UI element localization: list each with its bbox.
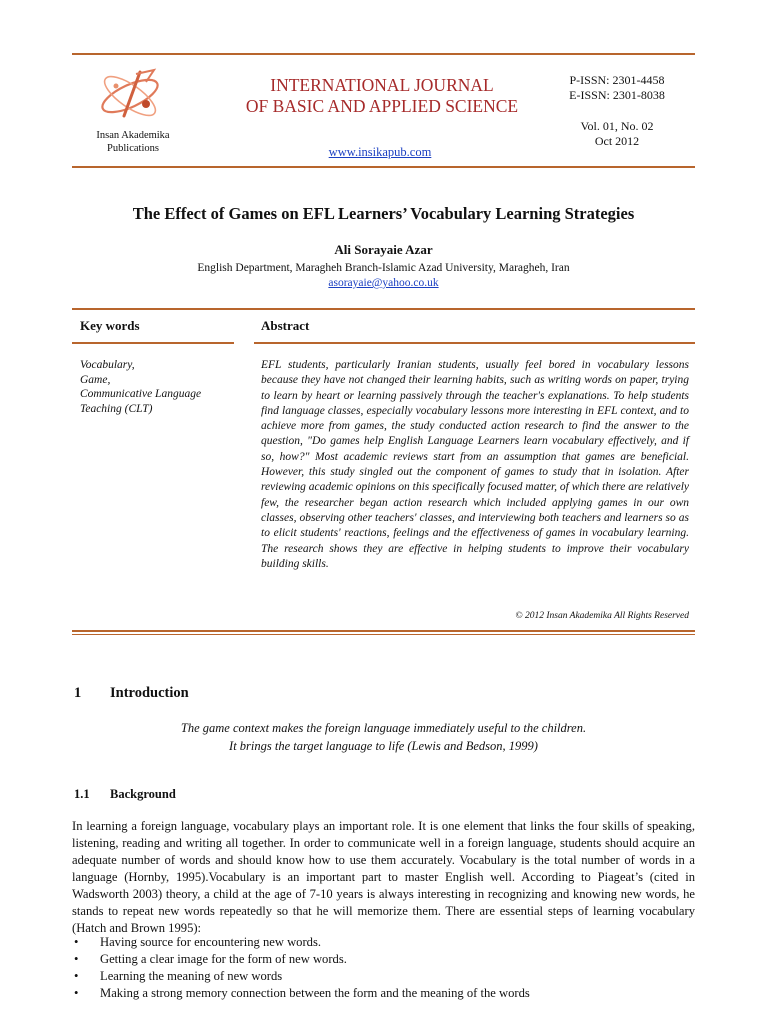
issn-block <box>560 73 674 103</box>
issue-date: Oct 2012 <box>594 134 640 148</box>
author-affiliation: English Department, Maragheh Branch-Islamic Azad University, Maragheh, Iran <box>197 262 570 274</box>
abstract-heading: Abstract <box>261 318 310 333</box>
bullet-icon: • <box>74 935 79 949</box>
section-title: Introduction <box>110 685 189 701</box>
journal-title-line-2: OF BASIC AND APPLIED SCIENCE <box>245 96 519 116</box>
publisher-name <box>74 129 192 155</box>
keyword-item: Teaching (CLT) <box>80 402 153 415</box>
list-item <box>72 934 695 951</box>
list-item-text: Learning the meaning of new words <box>100 969 283 983</box>
author-email-link[interactable]: asorayaie@yahoo.co.uk <box>328 277 439 289</box>
vocabulary-steps-list <box>72 934 695 1002</box>
p-issn: P-ISSN: 2301-4458 <box>569 73 665 87</box>
quote-line-1: The game context makes the foreign language immediately useful to the children. <box>180 721 587 735</box>
section-1-1-heading <box>74 787 176 802</box>
abstract-top-rule <box>72 308 695 310</box>
volume-block <box>560 119 674 149</box>
website-link[interactable]: www.insikapub.com <box>328 145 432 159</box>
subsection-number: 1.1 <box>74 787 90 801</box>
list-item <box>72 968 695 985</box>
article-author: Ali Sorayaie Azar <box>334 242 433 257</box>
volume-number: Vol. 01, No. 02 <box>580 119 654 133</box>
section-number: 1 <box>74 685 82 701</box>
journal-website <box>222 145 538 160</box>
abstract-bottom-rule-2 <box>72 634 695 635</box>
copyright-notice: © 2012 Insan Akademika All Rights Reserved <box>515 611 689 621</box>
article-title: The Effect of Games on EFL Learners’ Vocabulary Learning Strategies <box>132 204 635 223</box>
list-item <box>72 985 695 1002</box>
publisher-line-2: Publications <box>107 143 159 154</box>
journal-title-line-1: INTERNATIONAL JOURNAL <box>270 75 494 95</box>
abstract-text: EFL students, particularly Iranian students, usually feel bored in vocabulary lessons because they have not changed their learning habits, such as writing words on paper, trying to learn by heart or learning passively through the teacher's explanations. To help students find language classes, especially vocabulary lessons more interesting in EFL context, and to achieve more from games, the study conducted action research to find the answer to the question, "Do games help English Language Learners learn vocabulary effectively, and if so, how?" Most academic reviews start from an assumption that games are beneficial. However, this study singled out the component of games to study that in isolation. After reviewing academic opinions on this specifically focused matter, of which there are relatively few, the researcher began action research which included applying games in our own classes, observing other teachers' classes, and interviewing both teachers and learners so as to elicit students' reactions, feelings and the effectiveness of games in vocabulary learning. The research shows they are effective in helping students to improve their vocabulary building skills. <box>261 359 689 570</box>
e-issn: E-ISSN: 2301-8038 <box>569 88 665 102</box>
epigraph-quote <box>72 719 695 755</box>
section-1-heading <box>74 685 189 702</box>
author-email <box>72 277 695 289</box>
abstract-rule <box>254 342 695 344</box>
list-item <box>72 951 695 968</box>
background-paragraph: In learning a foreign language, vocabulary plays an important role. It is one element that links the four skills of speaking, listening, reading and writing all together. In order to communicate well in a foreign language, students should acquire an adequate number of words and should know how to use them accurately. Vocabulary is the total number of words in a language (Hornby, 1995).Vocabulary is an important part to master English well. According to Piageat’s (cited in Wadsworth 2003) theory, a child at the age of 7-10 years is always interesting in recognizing and knowing new words, he stands to repeat new words repeatedly so that he will memorize them. There are essential steps of learning vocabulary (Hatch and Brown 1995): <box>72 819 695 935</box>
header-top-rule <box>72 53 695 55</box>
header-bottom-rule <box>72 166 695 168</box>
list-item-text: Having source for encountering new words. <box>100 935 322 949</box>
keyword-item: Game, <box>80 373 111 386</box>
bullet-icon: • <box>74 969 79 983</box>
keyword-item: Communicative Language <box>80 388 202 400</box>
list-item-text: Getting a clear image for the form of new words. <box>100 952 347 966</box>
list-item-text: Making a strong memory connection between the form and the meaning of the words <box>100 986 530 1000</box>
keywords-heading: Key words <box>80 318 140 333</box>
abstract-bottom-rule-1 <box>72 630 695 632</box>
quote-line-2: It brings the target language to life (Lewis and Bedson, 1999) <box>229 739 538 753</box>
journal-title <box>222 75 542 117</box>
keyword-item: Vocabulary, <box>80 359 135 371</box>
bullet-icon: • <box>74 952 79 966</box>
bullet-icon: • <box>74 986 79 1000</box>
publisher-logo <box>96 66 168 126</box>
publisher-line-1: Insan Akademika <box>96 130 170 141</box>
keywords-rule <box>72 342 234 344</box>
keywords-list <box>80 358 250 416</box>
subsection-title: Background <box>110 787 176 801</box>
